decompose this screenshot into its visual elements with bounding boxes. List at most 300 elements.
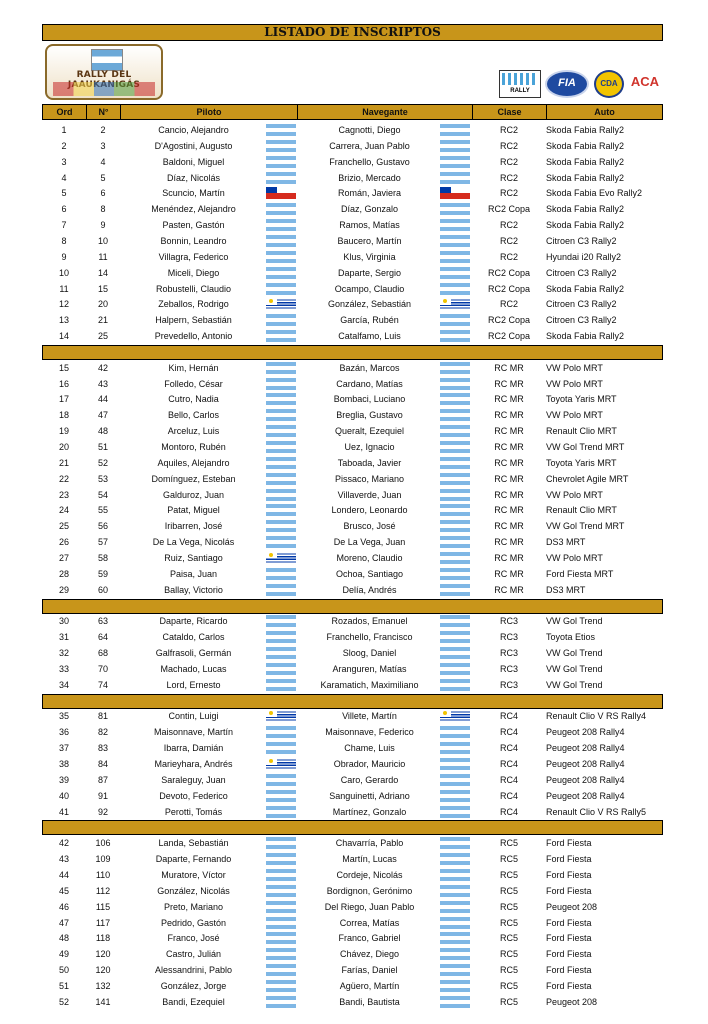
clase-cell: RC MR xyxy=(494,568,524,579)
ord-cell: 5 xyxy=(61,188,67,199)
table-row xyxy=(42,946,663,962)
auto-cell: Citroen C3 Rally2 xyxy=(546,315,617,326)
navegante-flag-icon xyxy=(440,679,470,691)
piloto-cell: Ruiz, Santiago xyxy=(164,552,223,563)
navegante-cell: Obrador, Mauricio xyxy=(333,759,406,769)
navegante-flag-icon xyxy=(440,663,470,675)
number-cell: 8 xyxy=(100,204,106,215)
ord-cell: 50 xyxy=(58,965,69,976)
number-cell: 63 xyxy=(97,616,108,627)
rally-badge-icon xyxy=(91,49,123,71)
piloto-cell: Contin, Luigi xyxy=(168,711,219,722)
clase-cell: RC2 xyxy=(499,172,518,183)
navegante-flag-icon xyxy=(440,980,470,992)
ord-cell: 8 xyxy=(61,235,67,246)
logo-decoration xyxy=(53,82,155,96)
piloto-cell: Prevedello, Antonio xyxy=(154,331,233,342)
auto-cell: Chevrolet Agile MRT xyxy=(546,473,629,484)
auto-cell: Ford Fiesta xyxy=(546,949,592,960)
clase-cell: RC MR xyxy=(494,537,524,548)
auto-cell: Ford Fiesta xyxy=(546,869,592,880)
table-row xyxy=(42,708,663,724)
ord-cell: 13 xyxy=(58,315,69,326)
auto-cell: Ford Fiesta xyxy=(546,838,592,849)
auto-cell: VW Polo MRT xyxy=(546,362,603,373)
piloto-cell: Saraleguy, Juan xyxy=(161,774,226,785)
number-cell: 47 xyxy=(97,410,108,421)
number-cell: 58 xyxy=(97,552,108,563)
number-cell: 52 xyxy=(97,457,108,468)
piloto-cell: González, Nicolás xyxy=(157,885,230,896)
table-row xyxy=(42,328,663,344)
table-row xyxy=(42,154,663,170)
number-cell: 118 xyxy=(95,933,111,944)
auto-cell: Ford Fiesta xyxy=(546,933,592,944)
number-cell: 48 xyxy=(97,426,108,437)
navegante-cell: García, Rubén xyxy=(340,315,399,326)
rally-argentino-logo: RALLY xyxy=(499,70,541,98)
clase-cell: RC5 xyxy=(499,838,518,849)
navegante-cell: Ramos, Matías xyxy=(339,220,400,231)
piloto-flag-icon xyxy=(266,441,296,453)
table-row xyxy=(42,170,663,186)
auto-cell: Ford Fiesta xyxy=(546,917,592,928)
header-num: N° xyxy=(87,105,121,119)
clase-cell: RC5 xyxy=(499,933,518,944)
piloto-cell: Aquiles, Alejandro xyxy=(157,457,230,468)
auto-cell: Ford Fiesta xyxy=(546,980,592,991)
ord-cell: 47 xyxy=(58,917,69,928)
number-cell: 4 xyxy=(100,156,106,167)
number-cell: 3 xyxy=(100,140,106,151)
piloto-flag-icon xyxy=(266,742,296,754)
piloto-cell: Muratore, Víctor xyxy=(161,869,226,880)
ord-cell: 36 xyxy=(58,727,69,738)
piloto-flag-icon xyxy=(266,964,296,976)
piloto-cell: Bandi, Ezequiel xyxy=(162,996,225,1007)
ord-cell: 10 xyxy=(58,267,69,278)
piloto-flag-icon xyxy=(266,378,296,390)
navegante-cell: Franco, Gabriel xyxy=(338,933,401,944)
navegante-cell: Catalfamo, Luis xyxy=(338,331,401,342)
clase-cell: RC5 xyxy=(499,996,518,1007)
class-separator xyxy=(42,820,663,835)
number-cell: 20 xyxy=(97,299,108,310)
header-piloto: Piloto xyxy=(121,105,298,119)
number-cell: 54 xyxy=(97,489,108,500)
clase-cell: RC4 xyxy=(499,759,518,769)
ord-cell: 40 xyxy=(58,790,69,801)
navegante-cell: Bombaci, Luciano xyxy=(333,394,406,405)
piloto-cell: Lord, Ernesto xyxy=(166,679,221,690)
ord-cell: 26 xyxy=(58,537,69,548)
ord-cell: 17 xyxy=(58,394,69,405)
number-cell: 59 xyxy=(97,568,108,579)
piloto-flag-icon xyxy=(266,948,296,960)
auto-cell: Peugeot 208 xyxy=(546,901,598,912)
table-row xyxy=(42,360,663,376)
class-separator xyxy=(42,694,663,709)
auto-cell: Skoda Fabia Rally2 xyxy=(546,220,625,231)
number-cell: 91 xyxy=(97,790,108,801)
table-row xyxy=(42,994,663,1010)
number-cell: 120 xyxy=(95,965,111,976)
piloto-cell: Villagra, Federico xyxy=(158,251,229,262)
number-cell: 10 xyxy=(97,235,108,246)
piloto-flag-icon xyxy=(266,298,296,310)
clase-cell: RC MR xyxy=(494,457,524,468)
auto-cell: DS3 MRT xyxy=(546,584,586,595)
number-cell: 42 xyxy=(97,362,108,373)
navegante-cell: Franchello, Gustavo xyxy=(329,156,410,167)
piloto-cell: Arceluz, Luis xyxy=(167,426,220,437)
auto-cell: Peugeot 208 Rally4 xyxy=(546,774,625,785)
table-row xyxy=(42,613,663,629)
navegante-cell: Brizio, Mercado xyxy=(338,172,401,183)
piloto-flag-icon xyxy=(266,726,296,738)
piloto-cell: Cancio, Alejandro xyxy=(158,125,229,135)
piloto-flag-icon xyxy=(266,314,296,326)
piloto-cell: Landa, Sebastián xyxy=(158,838,229,849)
piloto-cell: Scuncio, Martín xyxy=(162,188,225,199)
auto-cell: Peugeot 208 xyxy=(546,996,598,1007)
navegante-cell: Delía, Andrés xyxy=(342,584,397,595)
ord-cell: 52 xyxy=(58,996,69,1007)
piloto-flag-icon xyxy=(266,520,296,532)
table-row xyxy=(42,296,663,312)
auto-cell: VW Polo MRT xyxy=(546,489,603,500)
fia-logo: FIA xyxy=(545,70,589,98)
ord-cell: 29 xyxy=(58,584,69,595)
navegante-flag-icon xyxy=(440,156,470,168)
auto-cell: Hyundai i20 Rally2 xyxy=(546,251,622,262)
clase-cell: RC3 xyxy=(499,616,518,627)
ord-cell: 19 xyxy=(58,426,69,437)
ord-cell: 37 xyxy=(58,743,69,754)
ord-cell: 16 xyxy=(58,378,69,389)
table-row xyxy=(42,407,663,423)
piloto-cell: D'Agostini, Augusto xyxy=(154,140,233,151)
ord-cell: 38 xyxy=(58,759,69,769)
auto-cell: VW Gol Trend xyxy=(546,616,603,627)
ord-cell: 28 xyxy=(58,568,69,579)
table-row xyxy=(42,471,663,487)
table-row xyxy=(42,423,663,439)
piloto-cell: Daparte, Ricardo xyxy=(159,616,228,627)
navegante-cell: Carrera, Juan Pablo xyxy=(329,140,410,151)
ord-cell: 48 xyxy=(58,933,69,944)
number-cell: 2 xyxy=(100,125,106,135)
number-cell: 57 xyxy=(97,537,108,548)
piloto-cell: Iribarren, José xyxy=(164,521,223,532)
table-row xyxy=(42,566,663,582)
auto-cell: VW Gol Trend MRT xyxy=(546,521,625,532)
number-cell: 74 xyxy=(97,679,108,690)
table-row xyxy=(42,376,663,392)
ord-cell: 45 xyxy=(58,885,69,896)
event-name: RALLY DEL xyxy=(76,70,132,80)
navegante-cell: Queralt, Ezequiel xyxy=(334,426,405,437)
clase-cell: RC4 xyxy=(499,806,518,817)
auto-cell: Toyota Etios xyxy=(546,632,596,643)
number-cell: 106 xyxy=(95,838,111,849)
auto-cell: DS3 MRT xyxy=(546,537,586,548)
ord-cell: 34 xyxy=(58,679,69,690)
navegante-cell: Bordignon, Gerónimo xyxy=(326,885,413,896)
table-row xyxy=(42,962,663,978)
clase-cell: RC4 xyxy=(499,774,518,785)
sponsor-logos xyxy=(499,70,663,100)
piloto-flag-icon xyxy=(266,885,296,897)
ord-cell: 11 xyxy=(59,283,69,294)
piloto-cell: Bello, Carlos xyxy=(167,410,220,421)
ord-cell: 12 xyxy=(58,299,69,310)
number-cell: 21 xyxy=(97,315,108,326)
number-cell: 68 xyxy=(97,648,108,659)
number-cell: 132 xyxy=(95,980,111,991)
piloto-cell: Díaz, Nicolás xyxy=(166,172,220,183)
navegante-flag-icon xyxy=(440,568,470,580)
number-cell: 11 xyxy=(98,251,108,262)
auto-cell: VW Polo MRT xyxy=(546,410,603,421)
piloto-cell: Cutro, Nadia xyxy=(168,394,219,405)
ord-cell: 49 xyxy=(58,949,69,960)
navegante-cell: Aranguren, Matías xyxy=(332,663,407,674)
table-row xyxy=(42,312,663,328)
number-cell: 44 xyxy=(97,394,108,405)
navegante-flag-icon xyxy=(440,473,470,485)
navegante-flag-icon xyxy=(440,362,470,374)
navegante-cell: Chavarría, Pablo xyxy=(335,838,404,849)
table-row xyxy=(42,502,663,518)
table-row xyxy=(42,851,663,867)
ord-cell: 21 xyxy=(58,457,69,468)
piloto-cell: Pasten, Gastón xyxy=(162,220,225,231)
navegante-cell: Daparte, Sergio xyxy=(337,267,402,278)
navegante-flag-icon xyxy=(440,457,470,469)
clase-cell: RC2 xyxy=(499,125,518,135)
number-cell: 87 xyxy=(97,774,108,785)
navegante-cell: Agüero, Martín xyxy=(339,980,400,991)
navegante-cell: Pissaco, Mariano xyxy=(334,473,405,484)
number-cell: 117 xyxy=(95,917,111,928)
table-row xyxy=(42,439,663,455)
navegante-cell: Correa, Matías xyxy=(339,917,400,928)
navegante-cell: Klus, Virginia xyxy=(343,251,396,262)
piloto-cell: Perotti, Tomás xyxy=(164,806,223,817)
clase-cell: RC2 xyxy=(499,188,518,199)
navegante-flag-icon xyxy=(440,869,470,881)
navegante-flag-icon xyxy=(440,996,470,1008)
clase-cell: RC3 xyxy=(499,648,518,659)
navegante-cell: Martínez, Gonzalo xyxy=(332,806,407,817)
auto-cell: Peugeot 208 Rally4 xyxy=(546,759,625,769)
piloto-flag-icon xyxy=(266,362,296,374)
ord-cell: 23 xyxy=(58,489,69,500)
auto-cell: Renault Clio V RS Rally5 xyxy=(546,806,647,817)
navegante-cell: Martín, Lucas xyxy=(342,854,397,865)
table-row xyxy=(42,899,663,915)
ord-cell: 9 xyxy=(61,251,67,262)
piloto-flag-icon xyxy=(266,156,296,168)
number-cell: 120 xyxy=(95,949,111,960)
piloto-flag-icon xyxy=(266,425,296,437)
cdf-logo: CDA xyxy=(594,70,624,98)
ord-cell: 42 xyxy=(58,838,69,849)
piloto-cell: Robustelli, Claudio xyxy=(155,283,232,294)
number-cell: 15 xyxy=(97,283,108,294)
ord-cell: 27 xyxy=(58,552,69,563)
ord-cell: 39 xyxy=(58,774,69,785)
piloto-flag-icon xyxy=(266,124,296,136)
number-cell: 6 xyxy=(100,188,106,199)
piloto-flag-icon xyxy=(266,679,296,691)
ord-cell: 22 xyxy=(58,473,69,484)
ord-cell: 4 xyxy=(61,172,67,183)
piloto-cell: Halpern, Sebastián xyxy=(155,315,232,326)
piloto-cell: Baldoni, Miguel xyxy=(162,156,225,167)
ord-cell: 3 xyxy=(61,156,67,167)
piloto-cell: Castro, Julián xyxy=(165,949,222,960)
navegante-cell: Farías, Daniel xyxy=(341,965,398,976)
clase-cell: RC2 Copa xyxy=(487,204,531,215)
clase-cell: RC MR xyxy=(494,442,524,452)
piloto-cell: Ballay, Victorio xyxy=(164,584,223,595)
auto-cell: VW Gol Trend xyxy=(546,648,603,659)
clase-cell: RC2 xyxy=(499,156,518,167)
clase-cell: RC MR xyxy=(494,410,524,421)
navegante-flag-icon xyxy=(440,520,470,532)
auto-cell: VW Polo MRT xyxy=(546,378,603,389)
auto-cell: Peugeot 208 Rally4 xyxy=(546,743,625,754)
piloto-cell: Alessandrini, Pablo xyxy=(154,965,233,976)
ord-cell: 15 xyxy=(58,362,69,373)
clase-cell: RC MR xyxy=(494,552,524,563)
auto-cell: Citroen C3 Rally2 xyxy=(546,235,617,246)
navegante-flag-icon xyxy=(440,631,470,643)
clase-cell: RC MR xyxy=(494,489,524,500)
navegante-flag-icon xyxy=(440,425,470,437)
ord-cell: 14 xyxy=(58,331,69,342)
navegante-cell: Ochoa, Santiago xyxy=(335,568,404,579)
clase-cell: RC MR xyxy=(494,521,524,532)
navegante-flag-icon xyxy=(440,378,470,390)
navegante-flag-icon xyxy=(440,647,470,659)
piloto-cell: Patat, Miguel xyxy=(167,505,220,516)
piloto-flag-icon xyxy=(266,631,296,643)
navegante-cell: Maisonnave, Federico xyxy=(325,727,414,738)
auto-cell: Renault Clio MRT xyxy=(546,426,617,437)
navegante-flag-icon xyxy=(440,710,470,722)
piloto-flag-icon xyxy=(266,932,296,944)
navegante-flag-icon xyxy=(440,172,470,184)
piloto-flag-icon xyxy=(266,409,296,421)
header-ord: Ord xyxy=(43,105,87,119)
piloto-flag-icon xyxy=(266,663,296,675)
navegante-flag-icon xyxy=(440,536,470,548)
clase-cell: RC2 xyxy=(499,140,518,151)
number-cell: 84 xyxy=(97,759,108,769)
clase-cell: RC MR xyxy=(494,362,524,373)
table-row xyxy=(42,756,663,772)
navegante-cell: Moreno, Claudio xyxy=(336,552,403,563)
navegante-cell: De La Vega, Juan xyxy=(333,537,406,548)
piloto-flag-icon xyxy=(266,330,296,342)
navegante-flag-icon xyxy=(440,853,470,865)
clase-cell: RC2 xyxy=(499,251,518,262)
navegante-cell: Chávez, Diego xyxy=(339,949,400,960)
clase-cell: RC3 xyxy=(499,663,518,674)
number-cell: 51 xyxy=(97,442,108,452)
piloto-flag-icon xyxy=(266,489,296,501)
piloto-cell: Pedrido, Gastón xyxy=(160,917,227,928)
auto-cell: Peugeot 208 Rally4 xyxy=(546,727,625,738)
piloto-flag-icon xyxy=(266,251,296,263)
table-row xyxy=(42,185,663,201)
auto-cell: Toyota Yaris MRT xyxy=(546,457,617,468)
navegante-flag-icon xyxy=(440,314,470,326)
table-row xyxy=(42,487,663,503)
ord-cell: 25 xyxy=(58,521,69,532)
header-auto: Auto xyxy=(594,107,615,117)
piloto-flag-icon xyxy=(266,901,296,913)
auto-cell: Citroen C3 Rally2 xyxy=(546,299,617,310)
table-row xyxy=(42,930,663,946)
piloto-flag-icon xyxy=(266,140,296,152)
clase-cell: RC4 xyxy=(499,743,518,754)
table-row xyxy=(42,661,663,677)
piloto-flag-icon xyxy=(266,710,296,722)
table-header xyxy=(42,104,663,120)
piloto-flag-icon xyxy=(266,536,296,548)
navegante-flag-icon xyxy=(440,948,470,960)
piloto-cell: Montoro, Rubén xyxy=(161,442,226,452)
document-title: LISTADO DE INSCRIPTOS xyxy=(42,24,663,41)
piloto-cell: Paisa, Juan xyxy=(169,568,218,579)
navegante-flag-icon xyxy=(440,330,470,342)
piloto-flag-icon xyxy=(266,267,296,279)
clase-cell: RC5 xyxy=(499,885,518,896)
table-row xyxy=(42,534,663,550)
rally-event-logo xyxy=(45,44,163,100)
auto-cell: Renault Clio V RS Rally4 xyxy=(546,711,647,722)
auto-cell: Skoda Fabia Rally2 xyxy=(546,156,625,167)
navegante-cell: Cardano, Matías xyxy=(336,378,403,389)
navegante-cell: Román, Javiera xyxy=(337,188,402,199)
table-row xyxy=(42,281,663,297)
header-clase: Clase xyxy=(473,105,547,119)
ord-cell: 41 xyxy=(58,806,69,817)
navegante-cell: Bandi, Bautista xyxy=(339,996,400,1007)
navegante-flag-icon xyxy=(440,140,470,152)
auto-cell: Skoda Fabia Rally2 xyxy=(546,125,625,135)
navegante-cell: Breglia, Gustavo xyxy=(336,410,403,421)
auto-cell: VW Gol Trend xyxy=(546,679,603,690)
piloto-flag-icon xyxy=(266,219,296,231)
navegante-flag-icon xyxy=(440,790,470,802)
number-cell: 81 xyxy=(97,711,108,722)
navegante-flag-icon xyxy=(440,235,470,247)
number-cell: 110 xyxy=(95,869,111,880)
number-cell: 14 xyxy=(97,267,108,278)
table-row xyxy=(42,645,663,661)
ord-cell: 2 xyxy=(61,140,67,151)
clase-cell: RC2 xyxy=(499,299,518,310)
piloto-cell: Kim, Hernán xyxy=(168,362,219,373)
piloto-cell: Domínguez, Esteban xyxy=(151,473,236,484)
table-row xyxy=(42,804,663,820)
navegante-flag-icon xyxy=(440,409,470,421)
